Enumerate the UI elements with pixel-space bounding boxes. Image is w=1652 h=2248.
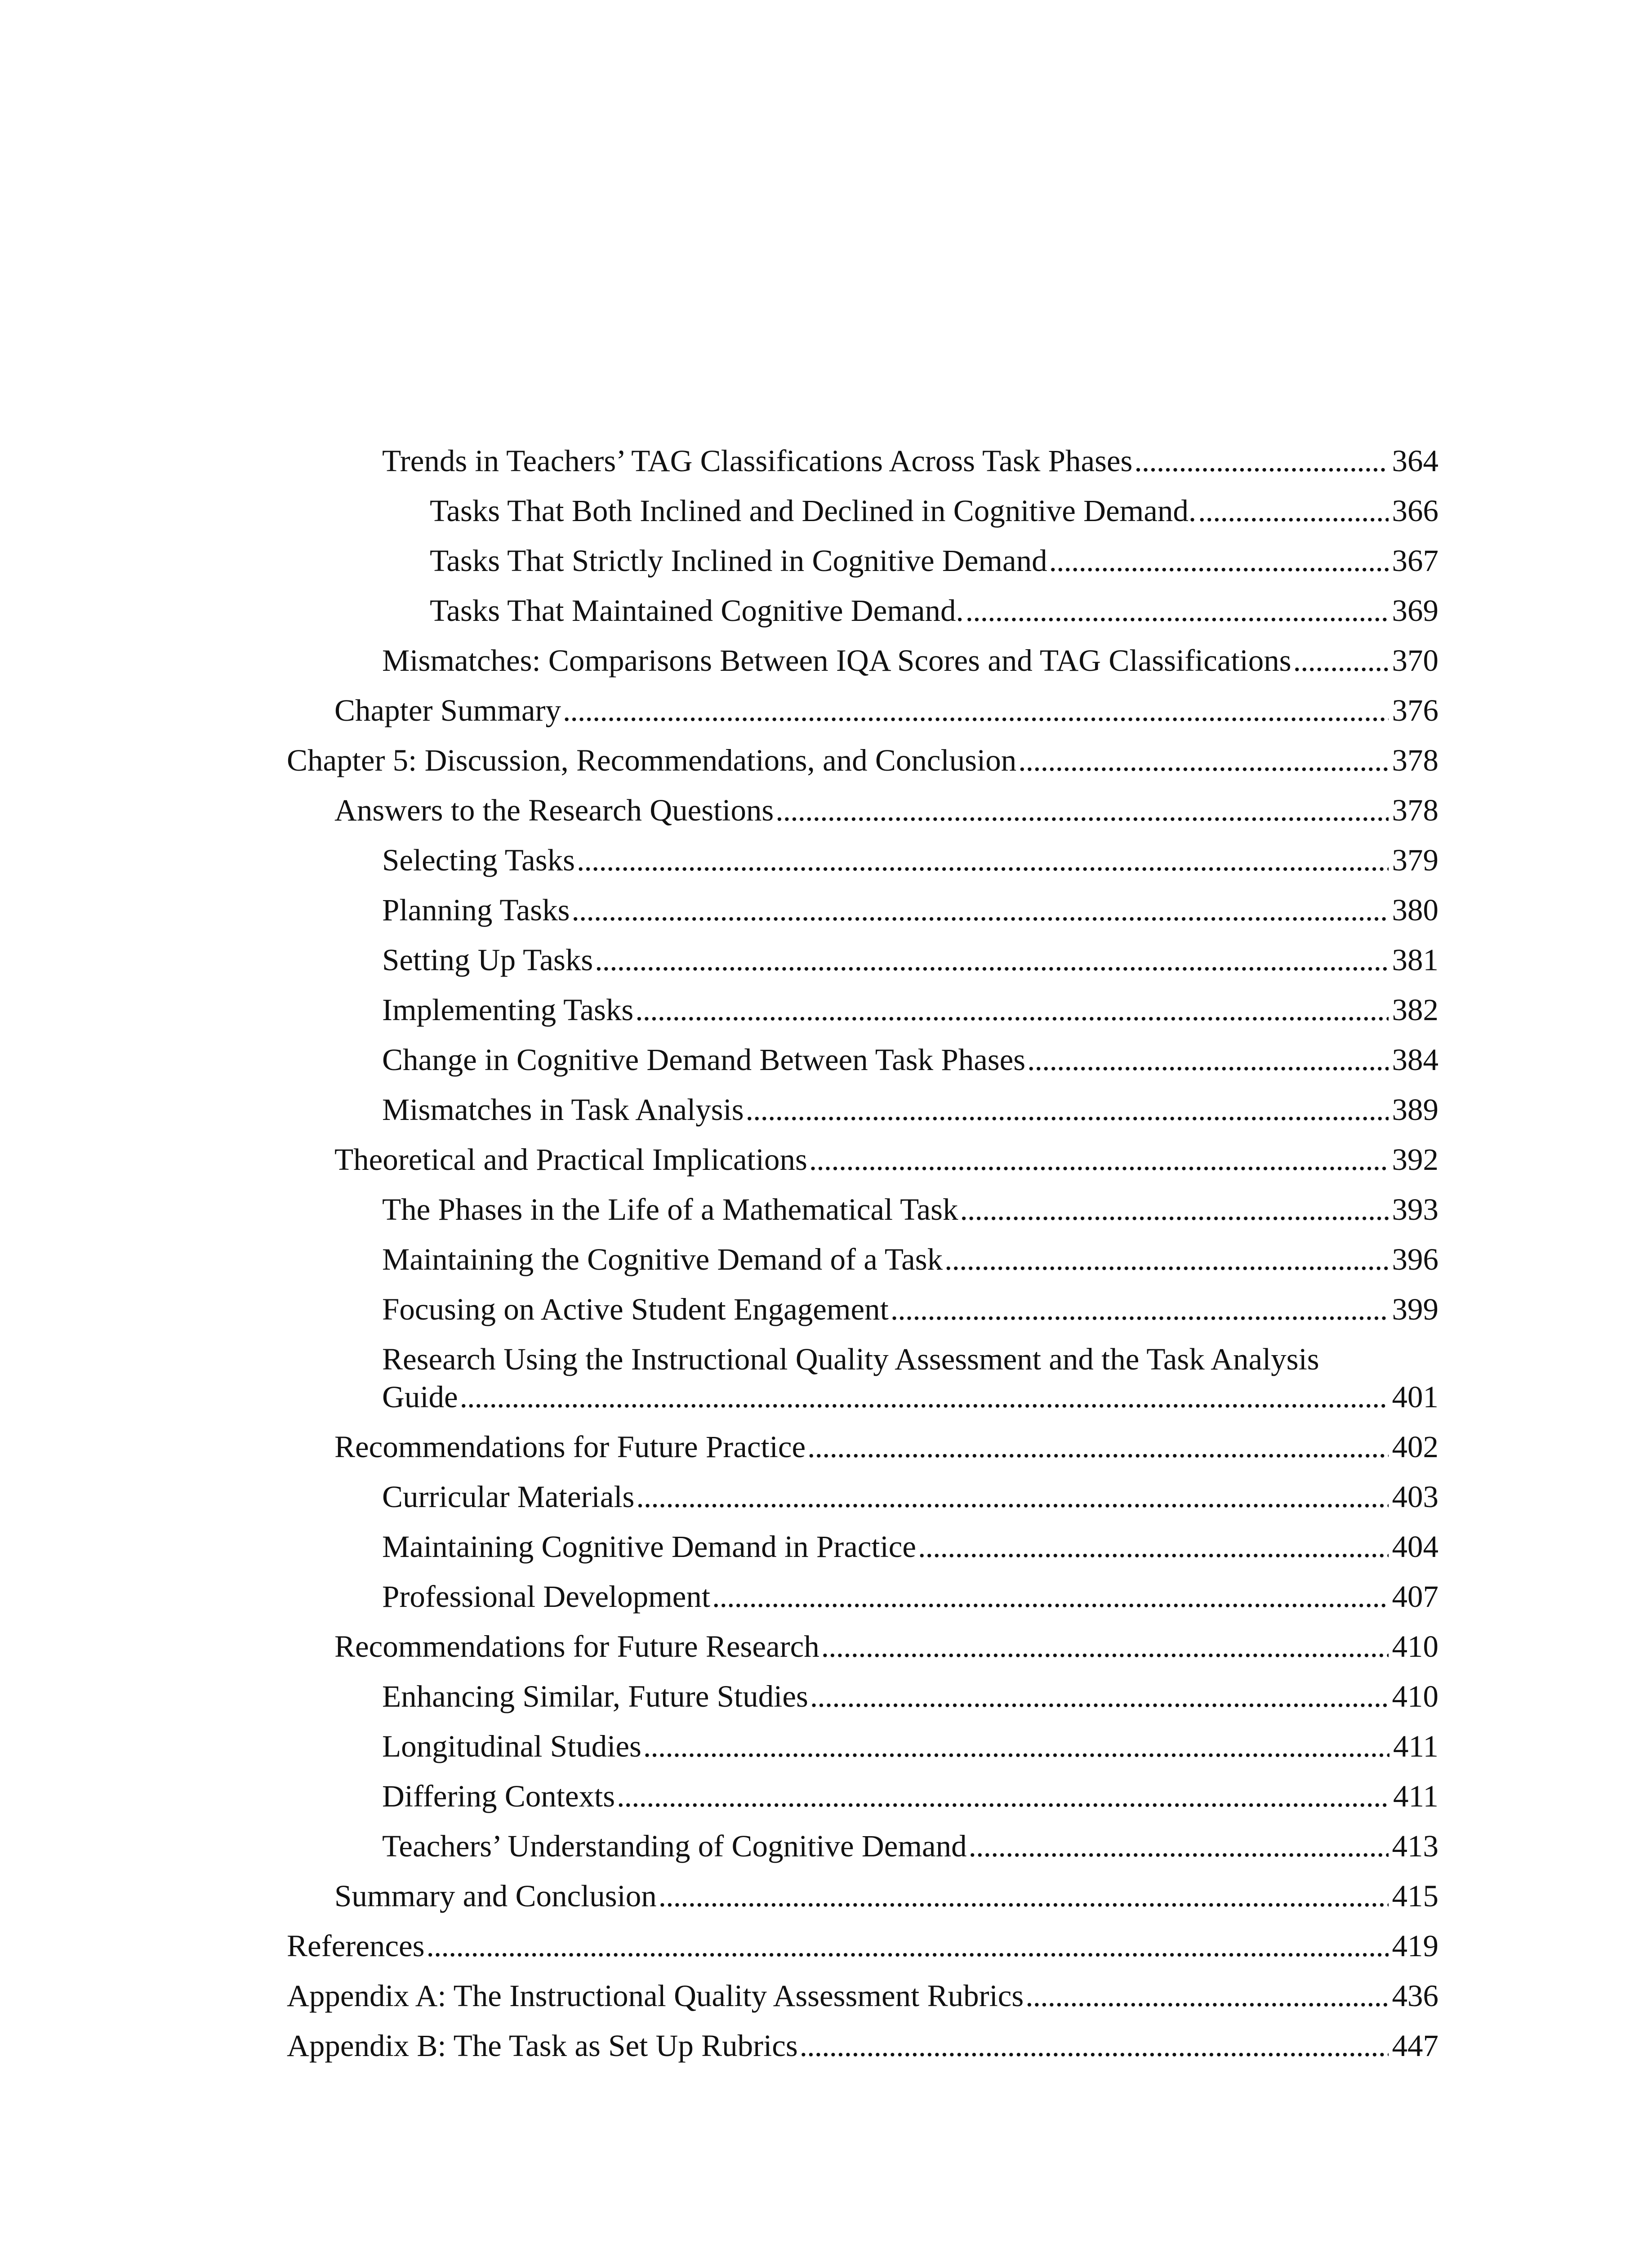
- toc-entry-title: Trends in Teachers’ TAG Classifications Across Task Phases: [382, 444, 1133, 478]
- dot-leader: [966, 592, 1389, 629]
- toc-entry-title: Setting Up Tasks: [382, 943, 593, 977]
- toc-entry-title: Differing Contexts: [382, 1779, 615, 1813]
- dot-leader: [969, 1827, 1389, 1865]
- toc-entry-recommendations-research[interactable]: [334, 1628, 1438, 1665]
- toc-entry-page: 393: [1392, 1192, 1438, 1227]
- toc-entry-page: 407: [1392, 1579, 1438, 1614]
- dot-leader: [944, 1240, 1388, 1278]
- toc-entry-inclined-and-declined[interactable]: [430, 492, 1438, 530]
- dot-leader: [659, 1877, 1389, 1915]
- toc-entry-title: Answers to the Research Questions: [334, 793, 774, 827]
- dot-leader: [635, 991, 1388, 1029]
- dot-leader: [460, 1378, 1389, 1416]
- toc-entry-title: Longitudinal Studies: [382, 1729, 641, 1763]
- toc-entry-title: The Phases in the Life of a Mathematical Task: [382, 1192, 958, 1227]
- toc-entry-page: 410: [1392, 1629, 1438, 1664]
- toc-entry-page: 403: [1392, 1480, 1438, 1514]
- toc-entry-mismatches-task-analysis[interactable]: [382, 1091, 1438, 1128]
- toc-entry-title: Selecting Tasks: [382, 843, 575, 877]
- toc-entry-professional-development[interactable]: [382, 1578, 1438, 1615]
- toc-entry-page: 392: [1392, 1142, 1438, 1177]
- toc-entry-active-student-engagement[interactable]: [382, 1290, 1438, 1328]
- toc-entry-title: Summary and Conclusion: [334, 1879, 657, 1913]
- toc-entry-page: 378: [1392, 743, 1438, 777]
- toc-entry-title: Implementing Tasks: [382, 993, 634, 1027]
- toc-entry-strictly-inclined[interactable]: [430, 542, 1438, 580]
- toc-entry-maintaining-cognitive-demand[interactable]: [382, 1240, 1438, 1278]
- dot-leader: [595, 941, 1388, 979]
- toc-entry-title: Maintaining Cognitive Demand in Practice: [382, 1530, 917, 1564]
- dot-leader: [636, 1478, 1388, 1516]
- toc-entry-title: Mismatches: Comparisons Between IQA Scores and TAG Classifications: [382, 643, 1291, 678]
- toc-entry-title: Enhancing Similar, Future Studies: [382, 1679, 808, 1713]
- toc-entry-enhancing-similar-studies[interactable]: [382, 1677, 1438, 1715]
- toc-entry-maintained-demand[interactable]: [430, 592, 1438, 629]
- toc-entry-title: Theoretical and Practical Implications: [334, 1142, 807, 1177]
- toc-entry-longitudinal-studies[interactable]: [382, 1727, 1438, 1765]
- toc-entry-page: 381: [1392, 943, 1438, 977]
- toc-entry-page: 367: [1392, 544, 1438, 578]
- dot-leader: [572, 891, 1389, 929]
- dot-leader: [1049, 542, 1389, 580]
- toc-entry-title: Appendix A: The Instructional Quality Assessment Rubrics: [287, 1979, 1024, 2013]
- dot-leader: [809, 1141, 1389, 1178]
- toc-entry-selecting-tasks[interactable]: [382, 841, 1438, 879]
- toc-entry-chapter-summary[interactable]: [334, 691, 1438, 729]
- toc-entry-page: 419: [1392, 1929, 1438, 1963]
- toc-entry-page: 401: [1392, 1380, 1438, 1414]
- dot-leader: [807, 1428, 1388, 1466]
- dot-leader: [426, 1927, 1388, 1965]
- dot-leader: [821, 1628, 1389, 1665]
- toc-entry-research-iqa-tag[interactable]: [382, 1340, 1438, 1416]
- toc-entry-page: 447: [1392, 2029, 1438, 2063]
- toc-entry-page: 389: [1392, 1093, 1438, 1127]
- toc-entry-references[interactable]: [287, 1927, 1438, 1965]
- toc-entry-page: 378: [1392, 793, 1438, 827]
- toc-entry-page: 384: [1392, 1043, 1438, 1077]
- dot-leader: [891, 1290, 1389, 1328]
- toc-entry-title: Change in Cognitive Demand Between Task Phases: [382, 1043, 1026, 1077]
- dot-leader: [712, 1578, 1388, 1615]
- toc-entry-title: Appendix B: The Task as Set Up Rubrics: [287, 2029, 798, 2063]
- toc-entry-page: 364: [1392, 444, 1438, 478]
- dot-leader: [746, 1091, 1389, 1128]
- toc-entry-title-line-1: Research Using the Instructional Quality Assessment and the Task Analysis: [382, 1342, 1319, 1376]
- toc-entry-page: 369: [1392, 593, 1438, 628]
- toc-entry-chapter-5[interactable]: [287, 741, 1438, 779]
- toc-entry-teachers-understanding[interactable]: [382, 1827, 1438, 1865]
- toc-entry-page: 436: [1392, 1979, 1438, 2013]
- dot-leader: [1018, 741, 1388, 779]
- toc-entry-title: Chapter 5: Discussion, Recommendations, and Conclusion: [287, 743, 1017, 777]
- dot-leader: [810, 1677, 1389, 1715]
- toc-entry-title: Teachers’ Understanding of Cognitive Demand: [382, 1829, 967, 1863]
- toc-entry-page: 366: [1392, 494, 1438, 528]
- dot-leader: [800, 2027, 1389, 2065]
- dot-leader: [617, 1777, 1389, 1815]
- toc-entry-title: Planning Tasks: [382, 893, 570, 927]
- dot-leader: [643, 1727, 1389, 1765]
- toc-entry-title-line-2: Guide: [382, 1380, 458, 1414]
- toc-entry-page: 415: [1392, 1879, 1438, 1913]
- toc-entry-page: 402: [1392, 1430, 1438, 1464]
- toc-entry-summary-conclusion[interactable]: [334, 1877, 1438, 1915]
- toc-entry-page: 376: [1392, 693, 1438, 727]
- dot-leader: [1025, 1977, 1388, 2015]
- toc-entry-planning-tasks[interactable]: [382, 891, 1438, 929]
- toc-entry-page: 370: [1392, 643, 1438, 678]
- toc-entry-change-cognitive-demand[interactable]: [382, 1041, 1438, 1079]
- toc-entry-page: 410: [1392, 1679, 1438, 1713]
- dot-leader: [1293, 642, 1389, 679]
- toc-entry-differing-contexts[interactable]: [382, 1777, 1438, 1815]
- dot-leader: [1134, 442, 1388, 480]
- dot-leader: [1027, 1041, 1388, 1079]
- dot-leader: [1198, 492, 1388, 530]
- toc-entry-title: Chapter Summary: [334, 693, 561, 727]
- toc-entry-mismatches-iqa-tag[interactable]: [382, 642, 1438, 679]
- toc-entry-title: References: [287, 1929, 425, 1963]
- toc-entry-answers-research-questions[interactable]: [334, 791, 1438, 829]
- toc-entry-page: 404: [1392, 1530, 1438, 1564]
- toc-entry-title: Tasks That Maintained Cognitive Demand.: [430, 593, 964, 628]
- dot-leader: [775, 791, 1388, 829]
- toc-entry-page: 399: [1392, 1292, 1438, 1326]
- toc-entry-title: Mismatches in Task Analysis: [382, 1093, 744, 1127]
- toc-entry-appendix-b[interactable]: [287, 2027, 1438, 2065]
- toc-entry-title: Curricular Materials: [382, 1480, 635, 1514]
- toc-entry-page: 382: [1392, 993, 1438, 1027]
- toc-entry-recommendations-practice[interactable]: [334, 1428, 1438, 1466]
- toc-entry-phases-life-task[interactable]: [382, 1191, 1438, 1228]
- toc-entry-appendix-a[interactable]: [287, 1977, 1438, 2015]
- toc-entry-title: Professional Development: [382, 1579, 711, 1614]
- toc-entry-page: 396: [1392, 1242, 1438, 1276]
- toc-entry-title: Recommendations for Future Practice: [334, 1430, 806, 1464]
- dot-leader: [960, 1191, 1389, 1228]
- dot-leader: [563, 691, 1389, 729]
- toc-entry-setting-up-tasks[interactable]: [382, 941, 1438, 979]
- toc-entry-trends-tag-classifications[interactable]: [382, 442, 1438, 480]
- toc-entry-page: 379: [1392, 843, 1438, 877]
- toc-entry-theoretical-practical-implications[interactable]: [334, 1141, 1438, 1178]
- toc-entry-second-line: [382, 1378, 1438, 1416]
- toc-entry-page: 411: [1393, 1729, 1438, 1763]
- toc-entry-maintaining-demand-practice[interactable]: [382, 1528, 1438, 1566]
- toc-entry-title: Maintaining the Cognitive Demand of a Task: [382, 1242, 943, 1276]
- dot-leader: [577, 841, 1389, 879]
- toc-entry-implementing-tasks[interactable]: [382, 991, 1438, 1029]
- toc-entry-title: Tasks That Strictly Inclined in Cognitive Demand: [430, 544, 1047, 578]
- toc-entry-title: Recommendations for Future Research: [334, 1629, 819, 1664]
- toc-entry-curricular-materials[interactable]: [382, 1478, 1438, 1516]
- dot-leader: [918, 1528, 1388, 1566]
- toc-entry-page: 411: [1393, 1779, 1438, 1813]
- toc-entry-title: Tasks That Both Inclined and Declined in Cognitive Demand.: [430, 494, 1197, 528]
- toc-entry-page: 413: [1392, 1829, 1438, 1863]
- toc-entry-title: Focusing on Active Student Engagement: [382, 1292, 889, 1326]
- toc-entry-page: 380: [1392, 893, 1438, 927]
